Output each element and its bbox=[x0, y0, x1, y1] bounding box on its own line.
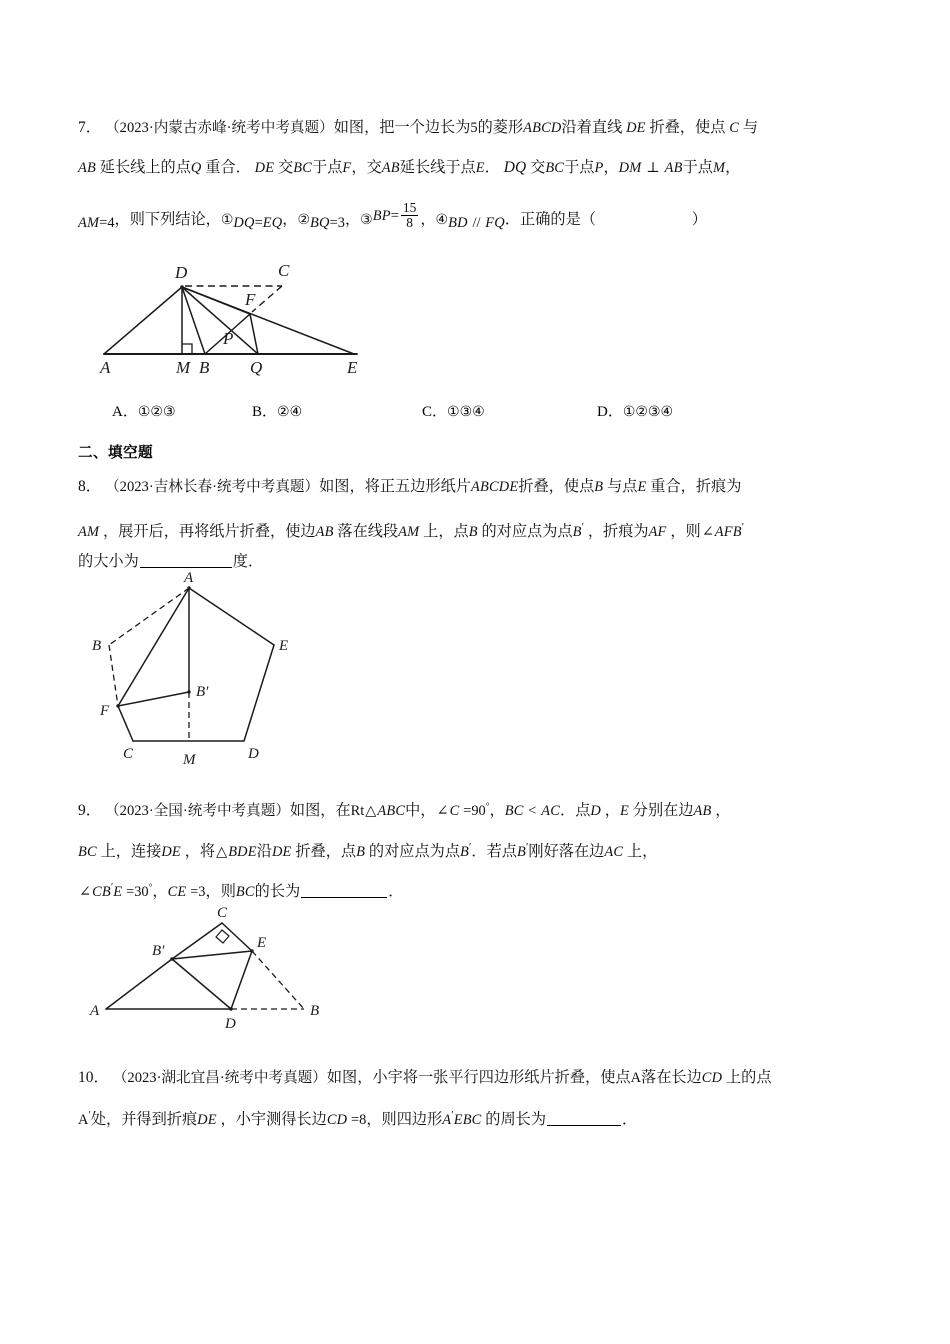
q7-l3-m-fq: FQ bbox=[485, 215, 505, 231]
q9-l1-m-bc: BC bbox=[504, 803, 524, 820]
q9-l1-t5: ， bbox=[604, 802, 620, 820]
vertex-dot-B-prime bbox=[170, 957, 173, 960]
q7-l3-m-bp: BP bbox=[372, 208, 391, 224]
q8-l2-t2: 落在线段 bbox=[337, 523, 399, 541]
segment-EB-dashed bbox=[252, 951, 304, 1009]
q7-l2-t10: ， bbox=[603, 159, 619, 176]
q7-l1-t4: 折叠，使点 bbox=[649, 119, 726, 136]
label-C: C bbox=[278, 261, 290, 280]
q7-l3-m-bq: BQ bbox=[310, 215, 330, 231]
q9-l2-m-ac: AC bbox=[604, 844, 624, 861]
q10-l2-m-ebc: EBC bbox=[453, 1112, 482, 1129]
label-B-prime: B′ bbox=[152, 943, 165, 959]
q9-l1-t1: 如图，在 bbox=[289, 802, 351, 820]
question-8-figure bbox=[76, 568, 386, 783]
segment-DE bbox=[231, 951, 252, 1009]
q7-l3-c1: ① bbox=[220, 212, 234, 228]
q10-l2-t1: 处，并得到折痕 bbox=[90, 1111, 198, 1129]
q8-l2-t5: ，折痕为 bbox=[587, 523, 649, 541]
segment-B-prime-E bbox=[172, 951, 252, 959]
q9-l2-t7: 刚好落在边 bbox=[528, 843, 605, 861]
segment-CF-dashed bbox=[252, 286, 282, 312]
right-angle-mark-M bbox=[182, 344, 192, 354]
segment-AB-dashed bbox=[109, 588, 189, 645]
q7-l2-t5: ，交 bbox=[351, 159, 382, 176]
q8-l1-m-b: B bbox=[594, 479, 604, 495]
q7-l3-c4: ④ bbox=[435, 212, 449, 228]
q7-l3-m-dq: DQ bbox=[233, 215, 255, 231]
option-A-value: ①②③ bbox=[137, 404, 176, 420]
q7-l3-parallel: // bbox=[472, 215, 481, 231]
q9-l2-t1: 上，连接 bbox=[100, 843, 162, 861]
q7-l1-m-de: DE bbox=[626, 120, 646, 136]
q7-l3-m-eq: EQ bbox=[262, 215, 283, 231]
q9-l1-v90: 90 bbox=[471, 803, 486, 820]
q9-l2-triangle: △ bbox=[216, 844, 228, 861]
q9-l2-m-bde: BDE bbox=[228, 844, 257, 861]
option-A-key: A． bbox=[112, 404, 138, 420]
question-8-number: 8． bbox=[78, 478, 102, 495]
q7-l2-perp: ⊥ bbox=[646, 160, 660, 176]
q8-l2-m-afb: AFB bbox=[714, 524, 742, 541]
label-A: A bbox=[100, 358, 111, 377]
q7-l3-t5: ．正确的是（ bbox=[504, 211, 596, 228]
q7-l2-m-q: Q bbox=[190, 160, 202, 176]
q9-l2-m-de: DE bbox=[161, 844, 181, 861]
q7-l3-m-am: AM bbox=[78, 215, 100, 231]
q7-l1-m-c: C bbox=[729, 120, 740, 136]
option-B-value: ②④ bbox=[277, 404, 303, 420]
q7-l2-m-ab2: AB bbox=[381, 160, 400, 176]
q9-l2-t3: 沿 bbox=[256, 843, 272, 861]
q10-l1-m-cd: CD bbox=[701, 1070, 723, 1086]
q7-fraction-numerator: 15 bbox=[402, 199, 417, 215]
option-D[interactable] bbox=[597, 400, 673, 421]
segment-CF bbox=[118, 706, 133, 741]
q10-l2-m-de: DE bbox=[197, 1112, 217, 1129]
q8-l3-t1: 的大小为 bbox=[78, 553, 139, 570]
q9-l3-t2: ，则 bbox=[205, 883, 236, 901]
q9-l2-t6: ．若点 bbox=[471, 843, 517, 861]
q9-l1-triangle: △ bbox=[365, 803, 377, 820]
q10-l1-t3: 上的点 bbox=[725, 1069, 772, 1086]
q9-l1-t4: ．点 bbox=[560, 802, 591, 820]
q7-l1-t3: 沿着直线 bbox=[561, 119, 623, 136]
q9-l2-m-bc: BC bbox=[78, 844, 97, 861]
label-Q: Q bbox=[250, 358, 263, 377]
q7-l2-t2: 重合． bbox=[205, 159, 251, 176]
q9-l1-t7: ， bbox=[715, 802, 731, 820]
q9-l1-eq: = bbox=[463, 803, 472, 820]
q8-l2-t4: 的对应点为点 bbox=[481, 523, 573, 541]
q10-l1-t1: 如图，小宇将一张平行四边形纸片折叠，使点 bbox=[326, 1069, 631, 1086]
section-heading-text: 二、填空题 bbox=[78, 444, 153, 461]
question-10-line-1 bbox=[78, 1058, 772, 1098]
q7-l2-m-de: DE bbox=[254, 160, 275, 176]
option-A[interactable] bbox=[112, 400, 252, 421]
q7-l2-m-p: P bbox=[594, 160, 604, 176]
q7-l2-m-e: E bbox=[475, 160, 485, 176]
q9-l2-m-bp: B bbox=[460, 844, 470, 861]
q10-l2-m-ap: A bbox=[78, 1112, 89, 1129]
question-7-line-2 bbox=[78, 148, 740, 188]
q7-l2-m-dq: DQ bbox=[503, 159, 527, 176]
q8-l2-m-bp: B bbox=[572, 524, 582, 541]
segment-BF-dashed bbox=[109, 645, 118, 706]
question-8-line-1 bbox=[78, 467, 741, 507]
segment-B-prime-D bbox=[172, 959, 231, 1009]
q9-l2-m-de2: DE bbox=[271, 844, 292, 861]
q8-answer-blank[interactable] bbox=[140, 553, 232, 568]
q9-answer-blank[interactable] bbox=[301, 883, 387, 898]
question-9-figure bbox=[76, 903, 376, 1043]
q7-l2-m-ab: AB bbox=[78, 160, 96, 176]
q9-l2-t4: 折叠，点 bbox=[295, 843, 357, 861]
q8-l2-m-b2: B bbox=[468, 524, 478, 541]
q9-l2-prime2: ′ bbox=[525, 841, 529, 853]
q7-l3-t6: ） bbox=[691, 211, 707, 228]
q9-l3-m-ce: CE bbox=[167, 884, 187, 901]
q8-l2-m-ab: AB bbox=[315, 524, 334, 541]
q10-l1-m-a: A bbox=[630, 1070, 642, 1086]
q9-l3-t3: 的长为 bbox=[254, 883, 301, 901]
label-E: E bbox=[347, 358, 358, 377]
q9-l1-t3: ， bbox=[489, 802, 505, 820]
q8-l1-m-abcde: ABCDE bbox=[470, 479, 519, 495]
q9-l2-t8: 上， bbox=[626, 843, 658, 861]
segment-DF bbox=[182, 287, 250, 314]
q7-l2-t11: 于点 bbox=[682, 159, 713, 176]
question-9-line-2 bbox=[78, 827, 657, 872]
q8-l1-t2: 折叠，使点 bbox=[518, 478, 595, 495]
q7-l2-m-dm: DM bbox=[618, 160, 642, 176]
label-B-prime: B′ bbox=[196, 684, 209, 700]
q9-l1-angle: ∠ bbox=[436, 803, 449, 820]
label-D: D bbox=[248, 746, 259, 762]
q7-l2-t1: 延长线上的点 bbox=[99, 159, 191, 176]
option-D-key: D． bbox=[597, 404, 623, 420]
label-E: E bbox=[279, 638, 289, 654]
q8-l1-t1: 如图，将正五边形纸片 bbox=[319, 478, 471, 495]
label-D: D bbox=[225, 1016, 236, 1032]
label-M: M bbox=[176, 358, 191, 377]
label-C: C bbox=[123, 746, 134, 762]
q10-l2-m-cd: CD bbox=[326, 1112, 348, 1129]
q7-l3-eq1: = bbox=[254, 215, 263, 231]
q7-l2-t4: 于点 bbox=[312, 159, 343, 176]
question-8-source: （2023·吉林长春·统考中考真题） bbox=[105, 479, 320, 495]
segment-FA bbox=[118, 588, 189, 706]
q9-l3-v30: 30 bbox=[134, 884, 149, 901]
option-C[interactable] bbox=[422, 400, 597, 421]
q7-l1-t5: 与 bbox=[742, 119, 758, 136]
q8-l2-prime: ′ bbox=[581, 521, 585, 533]
q9-l1-m-abc: ABC bbox=[377, 803, 406, 820]
q9-l3-t4: ． bbox=[388, 883, 404, 901]
q8-l1-t4: 重合，折痕为 bbox=[650, 478, 742, 495]
q7-l2-m-bc: BC bbox=[293, 160, 313, 176]
q9-l1-degree: ° bbox=[485, 802, 490, 812]
q9-l3-m-bc: BC bbox=[235, 884, 255, 901]
question-7-figure bbox=[82, 256, 622, 380]
q8-l2-m-af: AF bbox=[648, 524, 667, 541]
vertex-dot-F bbox=[116, 704, 119, 707]
vertex-dot-D bbox=[180, 285, 184, 289]
q7-l3-v3: 3 bbox=[337, 215, 345, 231]
segment-AE bbox=[189, 588, 274, 645]
question-9-number: 9． bbox=[78, 802, 102, 820]
q10-l2-m-a2: A bbox=[442, 1112, 452, 1129]
q7-l3-t3: ， bbox=[344, 211, 361, 228]
q7-l2-t3: 交 bbox=[278, 159, 294, 176]
q8-l2-t6: ，则 bbox=[670, 523, 701, 541]
q7-l1-n5: 5 bbox=[470, 120, 478, 136]
q7-l3-t4: ， bbox=[420, 211, 436, 228]
option-B-key: B． bbox=[252, 404, 278, 420]
q9-l3-degree: ° bbox=[148, 883, 153, 893]
q9-l1-lt: < bbox=[528, 803, 537, 820]
question-7-line-3 bbox=[78, 200, 707, 240]
segment-AD bbox=[104, 287, 182, 354]
q10-answer-blank[interactable] bbox=[547, 1111, 621, 1126]
q8-l1-t3: 与点 bbox=[607, 478, 638, 495]
q9-l3-eq: = bbox=[126, 884, 135, 901]
q7-l1-t1: 如图，把一个边长为 bbox=[333, 119, 471, 136]
label-C: C bbox=[217, 905, 228, 921]
q7-l3-t1: ，则下列结论， bbox=[114, 211, 221, 228]
question-7-source: （2023·内蒙古赤峰·统考中考真题） bbox=[105, 120, 334, 136]
q9-l3-v3: 3 bbox=[198, 884, 206, 901]
q7-l2-m-f: F bbox=[342, 160, 352, 176]
q9-l1-m-ac: AC bbox=[541, 803, 561, 820]
q8-l3-t2: 度． bbox=[232, 553, 264, 570]
q9-l2-m-bp2: B bbox=[516, 844, 526, 861]
label-F: F bbox=[245, 290, 256, 309]
q7-l2-t7: ． bbox=[484, 159, 500, 176]
segment-ED bbox=[244, 645, 274, 741]
question-7-options bbox=[112, 400, 673, 421]
question-7-line-1 bbox=[78, 108, 758, 148]
question-7-number: 7． bbox=[78, 119, 102, 136]
q7-l3-eq: = bbox=[99, 215, 108, 231]
q7-l2-m-m: M bbox=[712, 160, 726, 176]
q9-l2-prime: ′ bbox=[469, 841, 472, 853]
q10-l2-prime: ′ bbox=[88, 1109, 91, 1121]
q10-l2-prime2: ′ bbox=[451, 1109, 454, 1121]
label-A: A bbox=[90, 1003, 100, 1019]
question-10-number: 10． bbox=[78, 1069, 110, 1086]
q7-l3-m-bd: BD bbox=[448, 215, 468, 231]
option-B[interactable] bbox=[252, 400, 422, 421]
q10-l2-v8: 8 bbox=[359, 1112, 367, 1129]
q7-l3-eq2: = bbox=[329, 215, 338, 231]
q7-l2-t12: ， bbox=[725, 159, 741, 176]
option-C-value: ①③④ bbox=[447, 404, 485, 420]
q8-l2-m-am: AM bbox=[78, 524, 100, 541]
q9-l3-m-cb: CB bbox=[92, 884, 111, 901]
question-10-line-2 bbox=[78, 1095, 637, 1140]
label-B: B bbox=[92, 638, 102, 654]
q7-l1-m-abcd: ABCD bbox=[523, 120, 562, 136]
vertex-dot-B-prime bbox=[187, 690, 190, 693]
q7-l2-m-ab3: AB bbox=[664, 160, 683, 176]
q9-l1-m-ab: AB bbox=[693, 803, 712, 820]
q10-l2-t3: ，则四边形 bbox=[366, 1111, 443, 1129]
segment-AB-prime bbox=[106, 959, 172, 1009]
q8-l2-m-am2: AM bbox=[398, 524, 420, 541]
segment-CE bbox=[222, 923, 252, 951]
option-C-key: C． bbox=[422, 404, 448, 420]
q9-l1-rt: Rt bbox=[350, 803, 365, 820]
q10-l2-eq: = bbox=[351, 1112, 360, 1129]
q9-l2-t5: 的对应点为点 bbox=[368, 843, 461, 861]
q10-l2-t5: ． bbox=[622, 1111, 638, 1129]
label-E: E bbox=[257, 935, 267, 951]
q7-l2-t8: 交 bbox=[530, 159, 546, 176]
segment-B-prime-C bbox=[172, 923, 222, 959]
q7-l2-t9: 于点 bbox=[564, 159, 595, 176]
q10-l2-t4: 的周长为 bbox=[485, 1111, 547, 1129]
q7-l3-v4: 4 bbox=[107, 215, 115, 231]
q9-l2-t2: ，将 bbox=[184, 843, 216, 861]
label-B: B bbox=[199, 358, 210, 377]
q8-l2-angle: ∠ bbox=[701, 524, 714, 541]
q7-l3-eq3: = bbox=[390, 208, 399, 224]
q9-l3-t1: ， bbox=[152, 883, 168, 901]
vertex-dot-D bbox=[229, 1007, 232, 1010]
question-9-source: （2023·全国·统考中考真题） bbox=[105, 803, 290, 820]
segment-FB-prime bbox=[118, 692, 189, 706]
q7-fraction-15-8 bbox=[401, 201, 419, 231]
q9-l3-angle: ∠ bbox=[79, 884, 92, 901]
q10-l1-t2: 落在长边 bbox=[641, 1069, 702, 1086]
label-P: P bbox=[223, 329, 234, 348]
right-angle-mark-C bbox=[216, 930, 229, 943]
q9-l1-m-c: C bbox=[449, 803, 460, 820]
q9-l3-m-e2: E bbox=[113, 884, 123, 901]
right-triangle-fold-svg bbox=[76, 903, 376, 1043]
q9-l2-m-b: B bbox=[356, 844, 366, 861]
q9-l3-prime: ′ bbox=[110, 881, 114, 893]
q9-l1-t2: 中， bbox=[405, 802, 436, 820]
q7-l3-c2: ② bbox=[297, 212, 311, 228]
question-10-source: （2023·湖北宜昌·统考中考真题） bbox=[112, 1070, 327, 1086]
q8-l1-m-e: E bbox=[637, 479, 647, 495]
vertex-dot-E bbox=[250, 949, 253, 952]
q10-l2-t2: ，小宇测得长边 bbox=[220, 1111, 327, 1129]
q9-l1-m-d: D bbox=[590, 803, 601, 820]
label-M: M bbox=[183, 752, 196, 768]
q9-l1-m-e: E bbox=[619, 803, 629, 820]
q7-l2-t6: 延长线于点 bbox=[399, 159, 476, 176]
q7-fraction-denominator: 8 bbox=[406, 215, 413, 231]
label-D: D bbox=[175, 263, 188, 282]
q9-l1-t6: 分别在边 bbox=[632, 802, 694, 820]
vertex-dot-A bbox=[187, 586, 190, 589]
q8-l2-t1: ，展开后，再将纸片折叠，使边 bbox=[102, 523, 316, 541]
q7-l3-c3: ③ bbox=[360, 212, 373, 228]
label-A: A bbox=[184, 570, 194, 586]
q7-l3-t2: ， bbox=[282, 211, 298, 228]
q9-l3-eq2: = bbox=[190, 884, 199, 901]
label-F: F bbox=[100, 703, 110, 719]
q8-l2-prime2: ′ bbox=[741, 521, 745, 533]
q8-l2-t3: 上，点 bbox=[423, 523, 469, 541]
pentagon-fold-svg bbox=[76, 568, 386, 783]
q7-l2-m-bc2: BC bbox=[545, 160, 565, 176]
section-heading-fill-in-blank bbox=[78, 440, 153, 466]
q7-l1-t2: 的菱形 bbox=[477, 119, 524, 136]
option-D-value: ①②③④ bbox=[622, 404, 674, 420]
question-9-line-1 bbox=[78, 787, 730, 831]
rhombus-fold-svg bbox=[82, 256, 622, 380]
label-B: B bbox=[310, 1003, 320, 1019]
